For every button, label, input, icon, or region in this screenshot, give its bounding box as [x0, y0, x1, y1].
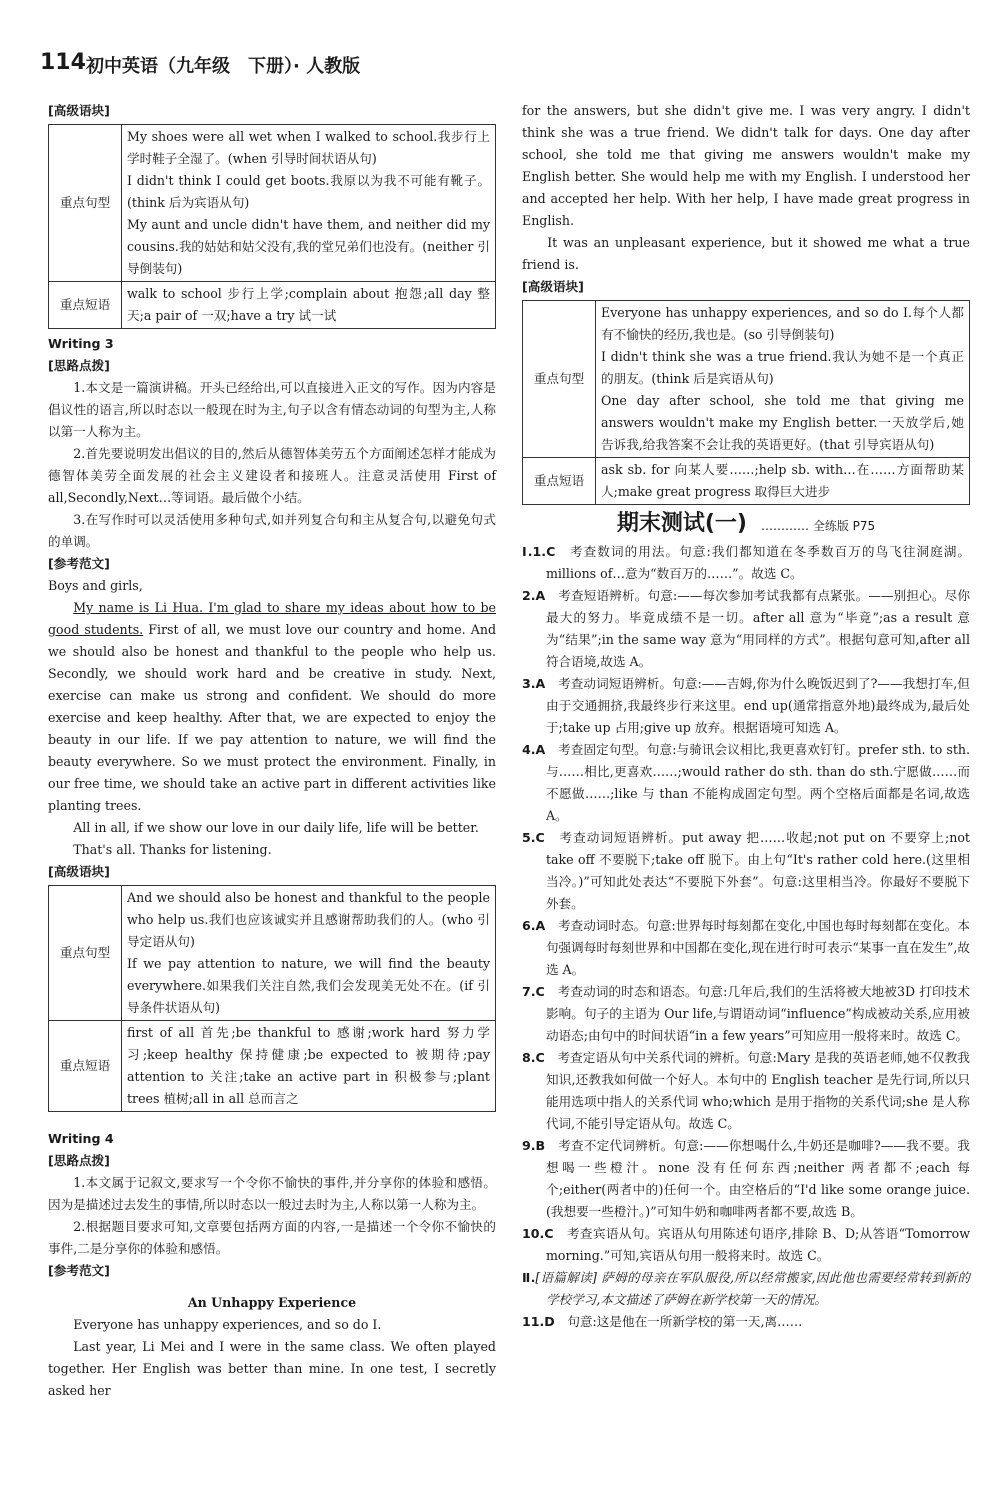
row-content [122, 125, 496, 282]
answer-number: 2.A [522, 588, 546, 603]
answer-number: 9.B [522, 1138, 546, 1153]
answer-text: 考查数词的用法。句意:我们都知道在冬季数百万的鸟飞往洞庭湖。millions of…意为“数百万的……”。故选 C。 [545, 544, 970, 581]
block-tag: [高级语块] [48, 864, 110, 879]
answer-number: 7.C [522, 984, 545, 999]
answer-item [522, 1267, 970, 1311]
tips-tag: [思路点拨] [48, 1153, 110, 1168]
row-content [596, 301, 970, 458]
essay-paragraph: Last year, Li Mei and I were in the same class. We often played together. Her English was better than mine. In one test, I secretly asked her [48, 1339, 496, 1398]
answer-item [522, 541, 970, 585]
row-content [122, 282, 496, 329]
sentence: And we should also be honest and thankful to the people who help us.我们也应该诚实并且感谢帮助我们的人。(who 引导定语从句) [127, 890, 490, 949]
row-content [122, 886, 496, 1021]
essay-paragraph: All in all, if we show our love in our daily life, life will be better. [73, 820, 479, 835]
answer-number: 11.D [522, 1314, 555, 1329]
paragraph-rest: First of all, we must love our country and home. And we should also be honest and thankful to the people who help us. Secondly, we should work hard and be creative in study. Next, exercise can make us strong and confident. We should do more exercise and keep healthy. After that, we are expected to enjoy the beauty in our life. If we pay attention to nature, we will find the beauty everywhere. So we must protect the environment. Finally, in our free time, we should take an active part in different activities like planting trees. [48, 622, 497, 813]
essay-paragraph: That's all. Thanks for listening. [73, 842, 272, 857]
section-title: Writing 4 [48, 1131, 114, 1146]
sentence: My aunt and uncle didn't have them, and neither did my cousins.我的姑姑和姑父没有,我的堂兄弟们也没有。(neither 引导倒装句) [127, 217, 490, 276]
phrases: ask sb. for 向某人要……;help sb. with…在……方面帮助某人;make great progress 取得巨大进步 [601, 462, 964, 499]
page-header [40, 48, 960, 88]
answer-number: 5.C [522, 830, 545, 845]
row-label: 重点短语 [49, 1021, 122, 1112]
greeting: Boys and girls, [48, 578, 143, 593]
sample-tag: [参考范文] [48, 556, 110, 571]
essay-paragraph [48, 597, 496, 817]
answer-text: 句意:这是他在一所新学校的第一天,离…… [567, 1314, 803, 1329]
book-title: 初中英语（九年级 下册）· 人教版 [86, 56, 361, 77]
right-column [522, 100, 970, 1333]
answer-item [522, 1223, 970, 1267]
sentence: My shoes were all wet when I walked to school.我步行上学时鞋子全湿了。(when 引导时间状语从句) [127, 129, 490, 166]
answer-text: 考查短语辨析。句意:——每次参加考试我都有点紧张。——别担心。尽你最大的努力。毕竟成绩不是一切。after all 意为“毕竟”;as a result 意为“结果”;in the same way 意为“用同样的方式”。根据句意可知,after all 符合语境,故选 A。 [545, 588, 971, 669]
essay-paragraph: for the answers, but she didn't give me. I was very angry. I didn't think she was a true friend. We didn't talk for days. One day after school, she told me that giving me answers wouldn't make my English better. She would help me with my English. I understood her and accepted her help. With her help, I have made great progress in English. [522, 103, 970, 228]
answer-text: 考查定语从句中关系代词的辨析。句意:Mary 是我的英语老师,她不仅教我知识,还教我如何做一个好人。本句中的 English teacher 是先行词,所以只能用选项中指人的关系代词 who;which 是用于指物的关系代词;she 是人称代词,不能引导定语从句。故选 C。 [545, 1050, 971, 1131]
phrase-table [48, 885, 496, 1112]
section-title: Writing 3 [48, 336, 114, 351]
answer-text: 考查动词的时态和语态。句意:几年后,我们的生活将被大地被3D 打印技术影响。句子的主语为 Our life,与谓语动词“influence”构成被动关系,应用被动语态;由句中的时间状语“in a few years”可知应用一般将来时。故选 C。 [545, 984, 971, 1043]
tip: 2.首先要说明发出倡议的目的,然后从德智体美劳五个方面阐述怎样才能成为德智体美劳全面发展的社会主义建设者和接班人。注意灵活使用 First of all,Secondly,Next…等词语。最后做个小结。 [48, 446, 496, 505]
row-label: 重点短语 [49, 282, 122, 329]
row-label: 重点短语 [523, 458, 596, 505]
row-label: 重点句型 [49, 886, 122, 1021]
block-tag: [高级语块] [48, 103, 110, 118]
row-label: 重点句型 [523, 301, 596, 458]
sentence: If we pay attention to nature, we will find the beauty everywhere.如果我们关注自然,我们会发现美无处不在。(if 引导条件状语从句) [127, 956, 490, 1015]
left-column [48, 100, 496, 1402]
answer-text: 考查动词短语辨析。put away 把……收起;not put on 不要穿上;not take off 不要脱下;take off 脱下。由上句“It's rather cold here.(这里相当冷。)”可知此处表达“不要脱下外套”。句意:这里相当冷。你最好不要脱下外套。 [545, 830, 970, 911]
answer-number: Ⅰ.1.C [522, 544, 556, 559]
sample-tag: [参考范文] [48, 1263, 110, 1278]
page-number: 114 [40, 50, 86, 75]
answer-item [522, 1311, 970, 1333]
tip: 1.本文是一篇演讲稿。开头已经给出,可以直接进入正文的写作。因为内容是倡议性的语言,所以时态以一般现在时为主,句子以含有情态动词的句型为主,人称以第一人称为主。 [48, 380, 496, 439]
answer-item [522, 981, 970, 1047]
sentence: I didn't think she was a true friend.我认为她不是一个真正的朋友。(think 后是宾语从句) [601, 349, 964, 386]
phrases: walk to school 步行上学;complain about 抱怨;all day 整天;a pair of 一双;have a try 试一试 [127, 286, 490, 323]
answer-item [522, 1047, 970, 1135]
answer-item [522, 827, 970, 915]
row-content [596, 458, 970, 505]
answer-text: 考查不定代词辨析。句意:——你想喝什么,牛奶还是咖啡?——我不要。我想喝一些橙汁。none 没有任何东西;neither 两者都不;each 每个;either(两者中的)任何一个。由空格后的“I'd like some orange juice.(我想要一些橙汁。)”可知牛奶和咖啡两者都不要,故选 B。 [545, 1138, 971, 1219]
answer-text: [语篇解读] 萨姆的母亲在军队服役,所以经常搬家,因此他也需要经常转到新的学校学习,本文描述了萨姆在新学校第一天的情况。 [535, 1270, 970, 1307]
answer-number: 6.A [522, 918, 546, 933]
answer-text: 考查宾语从句。宾语从句用陈述句语序,排除 B、D;从答语“Tomorrow morning.”可知,宾语从句用一般将来时。故选 C。 [545, 1226, 970, 1263]
row-content [122, 1021, 496, 1112]
phrase-table [48, 124, 496, 329]
tip: 1.本文属于记叙文,要求写一个令你不愉快的事件,并分享你的体验和感悟。因为是描述过去发生的事情,所以时态以一般过去时为主,人称以第一人称为主。 [48, 1175, 496, 1212]
tip: 3.在写作时可以灵活使用多种句式,如并列复合句和主从复合句,以避免句式的单调。 [48, 512, 496, 549]
sentence: I didn't think I could get boots.我原以为我不可能有靴子。(think 后为宾语从句) [127, 173, 490, 210]
answer-text: 考查固定句型。句意:与骑讯会议相比,我更喜欢钉钉。prefer sth. to sth.与……相比,更喜欢……;would rather do sth. than do sth.宁愿做……而不愿做……;like 与 than 不能构成固定句型。两个空格后面都是名词,故选 A。 [545, 742, 971, 823]
phrases: first of all 首先;be thankful to 感谢;work hard 努力学习;keep healthy 保持健康;be expected to 被期待;pay attention to 关注;take an active part in 积极参与;plant trees 植树;all in all 总而言之 [127, 1025, 490, 1106]
test-title: 期末测试(一) [616, 511, 747, 536]
block-tag: [高级语块] [522, 279, 584, 294]
row-label: 重点句型 [49, 125, 122, 282]
phrase-table [522, 300, 970, 505]
essay-title: An Unhappy Experience [187, 1295, 357, 1310]
answer-number: 3.A [522, 676, 546, 691]
answer-number: 8.C [522, 1050, 545, 1065]
test-heading [522, 513, 970, 537]
underlined-sentence: My name is Li Hua. I'm glad to share my ideas about how to be good students. [48, 600, 496, 637]
answer-number: Ⅱ. [522, 1270, 536, 1285]
answer-item [522, 915, 970, 981]
page-reference: ………… 全练版 P75 [761, 519, 876, 533]
answer-item [522, 673, 970, 739]
answer-item [522, 585, 970, 673]
answer-item [522, 1135, 970, 1223]
answer-text: 考查动词时态。句意:世界每时每刻都在变化,中国也每时每刻都在变化。本句强调每时每刻世界和中国都在变化,现在进行时可表示“某事一直在发生”,故选 A。 [545, 918, 971, 977]
essay-paragraph: Everyone has unhappy experiences, and so do I. [73, 1317, 382, 1332]
answer-item [522, 739, 970, 827]
sentence: Everyone has unhappy experiences, and so do I.每个人都有不愉快的经历,我也是。(so 引导倒装句) [601, 305, 964, 342]
tips-tag: [思路点拨] [48, 358, 110, 373]
answer-number: 4.A [522, 742, 546, 757]
essay-paragraph: It was an unpleasant experience, but it showed me what a true friend is. [522, 235, 970, 272]
answer-number: 10.C [522, 1226, 554, 1241]
answer-text: 考查动词短语辨析。句意:——吉姆,你为什么晚饭迟到了?——我想打车,但由于交通拥挤,我最终步行来这里。end up(通常指意外地)最终成为,最后处于;take up 占用;give up 放弃。根据语境可知选 A。 [545, 676, 970, 735]
sentence: One day after school, she told me that giving me answers wouldn't make my English better.一天放学后,她告诉我,给我答案不会让我的英语更好。(that 引导宾语从句) [601, 393, 964, 452]
tip: 2.根据题目要求可知,文章要包括两方面的内容,一是描述一个令你不愉快的事件,二是分享你的体验和感悟。 [48, 1219, 496, 1256]
